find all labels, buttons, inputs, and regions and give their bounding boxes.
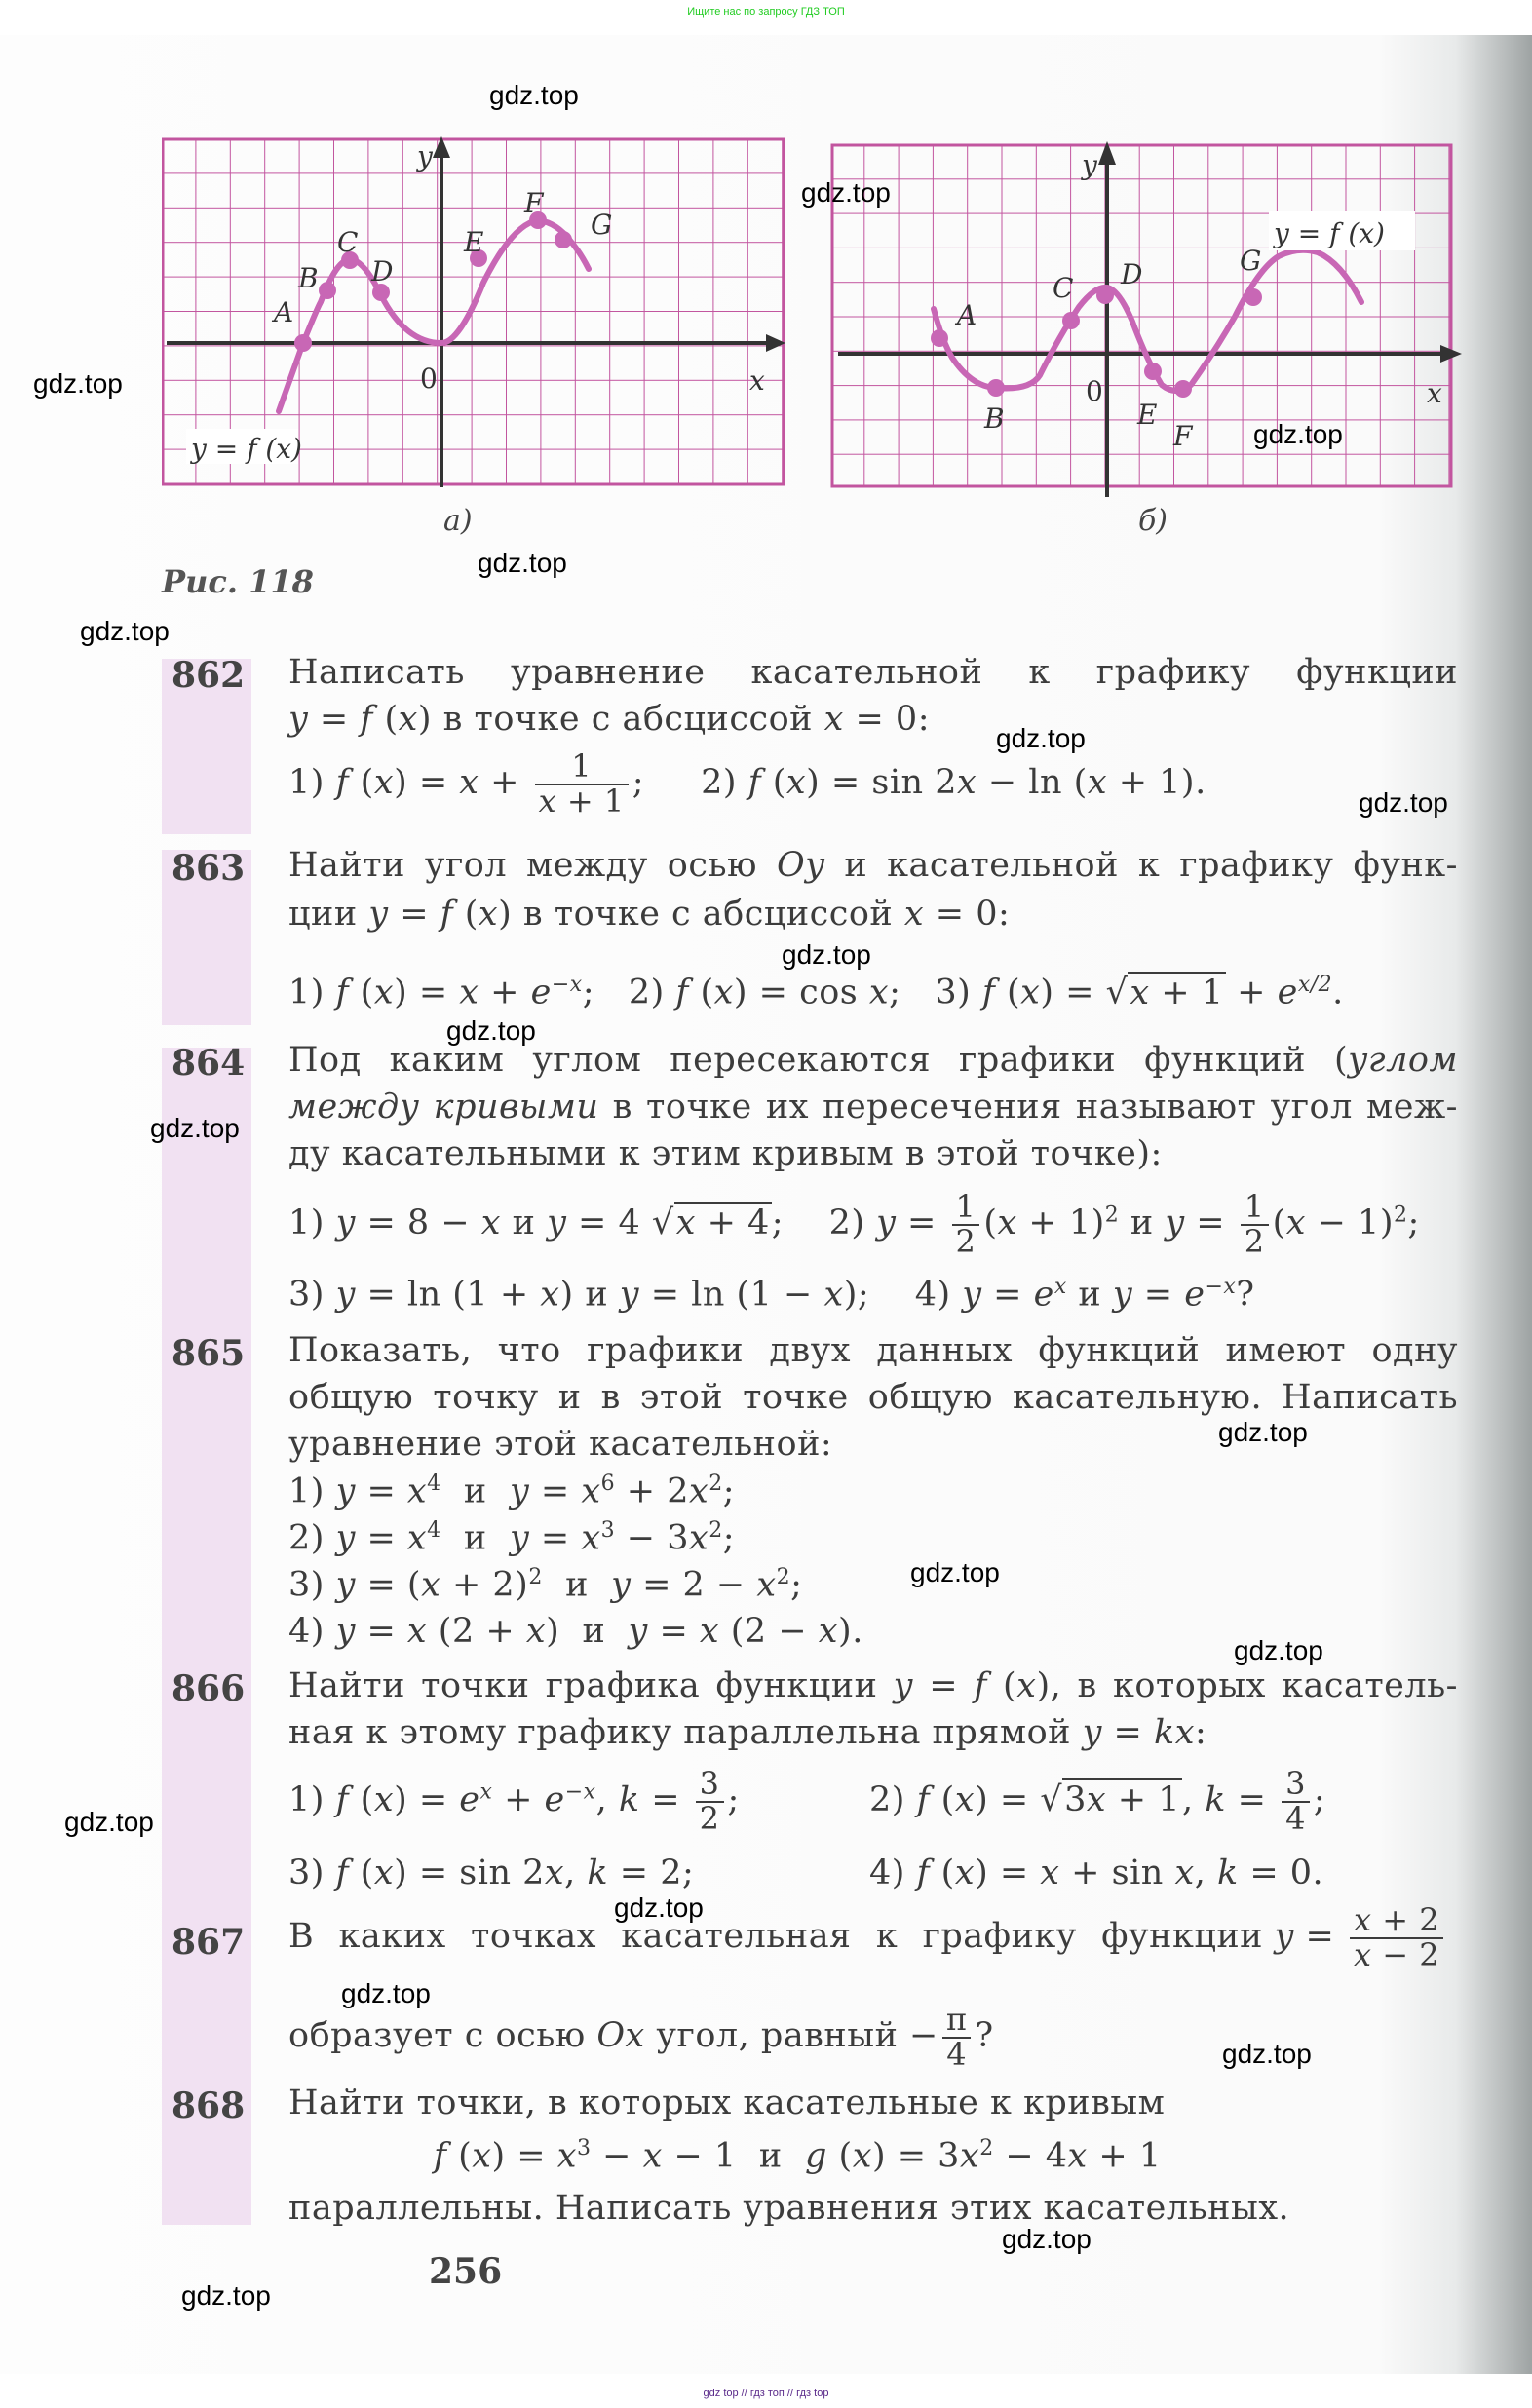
watermark: gdz.top bbox=[478, 548, 567, 578]
watermark: gdz.top bbox=[1222, 2039, 1312, 2069]
problem-865-item-4: 4) y = x (2 + x) и y = x (2 − x). bbox=[288, 1612, 863, 1651]
top-banner: Ищите нас по запросу ГДЗ ТОП bbox=[687, 6, 845, 18]
watermark: gdz.top bbox=[181, 2280, 271, 2311]
axis-y-label: y bbox=[417, 140, 433, 172]
problem-865-line-1: Показать, что графики двух данных функций имеют одну bbox=[288, 1331, 1458, 1370]
problem-number: 862 bbox=[172, 655, 246, 696]
watermark: gdz.top bbox=[150, 1113, 240, 1143]
graph-b-svg bbox=[830, 141, 1464, 502]
graph-b-sublabel: б) bbox=[1138, 504, 1168, 538]
point-label: F bbox=[524, 187, 544, 219]
function-label: y = f (x) bbox=[191, 433, 302, 465]
problem-867-line-2: образует с осью Ox угол, равный − $\frac{\pi}{4}$ ? bbox=[288, 2001, 994, 2073]
problem-862-line-1: Написать уравнение касательной к графику функции bbox=[288, 653, 1458, 692]
point-label: F bbox=[1173, 420, 1193, 452]
bottom-banner: gdz top // гдз топ // гдз top bbox=[703, 2388, 829, 2399]
problem-864-line-1: Под каким углом пересекаются графики функций (углом bbox=[288, 1041, 1458, 1080]
problem-865-line-2: общую точку и в этой точке общую касательную. Написать bbox=[288, 1378, 1458, 1417]
watermark: gdz.top bbox=[1218, 1417, 1308, 1447]
point-label: A bbox=[274, 296, 294, 328]
point-label: A bbox=[957, 299, 977, 331]
watermark: gdz.top bbox=[1253, 419, 1343, 449]
problem-864-line-2: между кривыми в точке их пересечения называют угол меж- bbox=[288, 1088, 1458, 1127]
graph-a bbox=[162, 136, 785, 497]
graph-a-sublabel: а) bbox=[443, 504, 473, 538]
problem-865-item-3: 3) $y = (x + 2)^2$ и $y = 2 - x^2$; bbox=[288, 1565, 803, 1605]
problem-862-line-2: y = f (x) в точке с абсциссой x = 0: bbox=[288, 700, 930, 739]
figure-caption: Рис. 118 bbox=[162, 563, 314, 600]
problem-868-line-2: f $(x) = x^3 - x - 1$ и g $(x) = 3x^2 - 4x + 1$ bbox=[434, 2136, 1162, 2176]
point-label: C bbox=[1053, 272, 1074, 304]
point-label: B bbox=[298, 262, 319, 294]
problem-864-items-2: 3) y = ln (1 + x) и y = ln (1 − x); 4) $y = e^x$ и $y = e^{-x}$? bbox=[288, 1275, 1255, 1315]
origin-label: 0 bbox=[1086, 375, 1103, 407]
problem-863-items: 1) f $(x) = x + e^{-x}$; 2) f (x) = cos x; 3) f $(x) = √x + 1 + e^{x/2}$. bbox=[288, 973, 1344, 1013]
problem-866-line-2: ная к этому графику параллельна прямой y = kx: bbox=[288, 1713, 1207, 1752]
point-label: E bbox=[1137, 399, 1158, 431]
problem-number: 867 bbox=[172, 1922, 246, 1963]
axis-y-label: y bbox=[1082, 149, 1097, 181]
problem-number: 863 bbox=[172, 848, 246, 889]
watermark: gdz.top bbox=[1002, 2224, 1092, 2254]
problem-866-items-3: 3) f (x) = sin 2x, k = 2; bbox=[288, 1854, 695, 1892]
point-label: E bbox=[464, 226, 484, 258]
point-label: D bbox=[371, 255, 394, 287]
problem-867-line-1: В каких точках касательная к графику функции y = $\frac{x + 2}{x - 2}$ bbox=[288, 1904, 1458, 1971]
problem-864-items-1: 1) y = 8 − x и y = 4 √x + 4; 2) y = $\frac{1}{2}$ $(x + 1)^2$ и y = $\frac{1}{2}$ $(x - 1)^2$; bbox=[288, 1188, 1420, 1260]
problem-number: 864 bbox=[172, 1043, 246, 1084]
problem-864-line-3: ду касательными к этим кривым в этой точке): bbox=[288, 1134, 1163, 1173]
math: y bbox=[288, 700, 309, 739]
margin-bar bbox=[162, 1048, 251, 2225]
point-label: G bbox=[1240, 245, 1262, 277]
point-label: G bbox=[591, 209, 613, 241]
graph-b bbox=[830, 141, 1464, 502]
watermark: gdz.top bbox=[341, 1978, 431, 2008]
watermark: gdz.top bbox=[801, 177, 891, 208]
watermark: gdz.top bbox=[64, 1807, 154, 1837]
watermark: gdz.top bbox=[33, 368, 123, 399]
problem-number: 866 bbox=[172, 1668, 246, 1709]
point-label: B bbox=[984, 402, 1005, 435]
watermark: gdz.top bbox=[910, 1557, 1000, 1587]
problem-866-line-1: Найти точки графика функции y = f (x), в которых касатель- bbox=[288, 1666, 1459, 1705]
problem-866-items-1: 1) f $(x) = e^x + e^{-x}$, k = $\frac{3}{2}$ ; bbox=[288, 1765, 740, 1837]
graph-a-svg bbox=[162, 136, 785, 497]
watermark: gdz.top bbox=[80, 616, 170, 646]
watermark: gdz.top bbox=[782, 939, 871, 970]
problem-863-line-1: Найти угол между осью Oy и касательной к графику функ- bbox=[288, 846, 1458, 885]
problem-866-items-4: 4) f (x) = x + sin x, k = 0. bbox=[869, 1854, 1324, 1892]
problem-862-items: 1) f (x) = x + $\frac{1}{x + 1}$ ; 2) f (x) = sin 2x − ln (x + 1). bbox=[288, 747, 1206, 820]
origin-label: 0 bbox=[420, 363, 438, 395]
problem-865-line-3: уравнение этой касательной: bbox=[288, 1425, 833, 1464]
problem-number: 868 bbox=[172, 2085, 246, 2126]
point-label: D bbox=[1121, 258, 1143, 290]
problem-868-line-1: Найти точки, в которых касательные к кривым bbox=[288, 2083, 1166, 2122]
problem-number: 865 bbox=[172, 1333, 246, 1374]
watermark: gdz.top bbox=[1359, 787, 1448, 818]
axis-x-label: x bbox=[1427, 377, 1442, 409]
problem-865-item-2: 2) $y = x^4$ и $y = x^3 - 3x^2$; bbox=[288, 1518, 736, 1558]
watermark: gdz.top bbox=[489, 80, 579, 110]
function-label: y = f (x) bbox=[1274, 217, 1385, 249]
page-number: 256 bbox=[429, 2251, 503, 2292]
problem-868-line-3: параллельны. Написать уравнения этих касательных. bbox=[288, 2189, 1290, 2228]
problem-865-item-1: 1) $y = x^4$ и $y = x^6 + 2x^2$; bbox=[288, 1472, 736, 1511]
axis-x-label: x bbox=[749, 364, 765, 397]
point-label: C bbox=[337, 226, 359, 258]
problem-863-line-2: ции y = f (x) в точке с абсциссой x = 0: bbox=[288, 895, 1011, 934]
watermark: gdz.top bbox=[446, 1015, 536, 1046]
watermark: gdz.top bbox=[1234, 1635, 1323, 1665]
watermark: gdz.top bbox=[996, 723, 1086, 753]
watermark: gdz.top bbox=[614, 1892, 704, 1923]
problem-866-items-2: 2) f (x) = √3x + 1, k = $\frac{3}{4}$ ; bbox=[869, 1765, 1326, 1837]
